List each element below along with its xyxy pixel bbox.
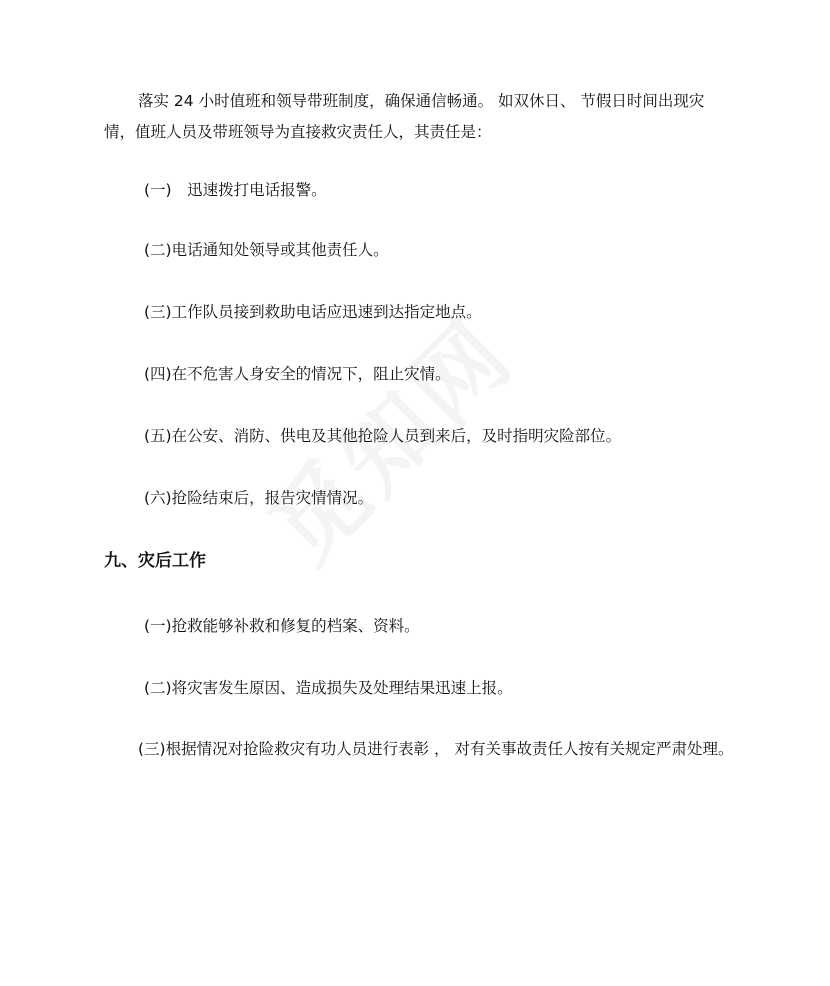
post-disaster-item-1: (一)抢救能够补救和修复的档案、资料。 — [144, 617, 420, 635]
intro-paragraph: 落实 24 小时值班和领导带班制度，确保通信畅通。 如双休日、 节假日时间出现灾情，值班人员及带班领导为直接救灾责任人，其责任是： — [104, 92, 705, 141]
post-disaster-item-3: (三)根据情况对抢险救灾有功人员进行表彰 ， 对有关事故责任人按有关规定严肃处理。 — [138, 740, 734, 758]
duty-item-6: (六)抢险结束后，报告灾情情况。 — [144, 489, 374, 507]
duty-item-4: (四)在不危害人身安全的情况下，阻止灾情。 — [144, 365, 451, 383]
section-title-nine: 九、灾后工作 — [104, 551, 206, 571]
duty-item-3: (三)工作队员接到救助电话应迅速到达指定地点。 — [144, 303, 482, 321]
duty-item-1: (一) 迅速拨打电话报警。 — [144, 181, 327, 199]
post-disaster-item-2: (二)将灾害发生原因、造成损失及处理结果迅速上报。 — [144, 679, 513, 697]
duty-item-2: (二)电话通知处领导或其他责任人。 — [144, 241, 389, 259]
duty-item-5: (五)在公安、消防、供电及其他抢险人员到来后，及时指明灾险部位。 — [144, 427, 622, 445]
